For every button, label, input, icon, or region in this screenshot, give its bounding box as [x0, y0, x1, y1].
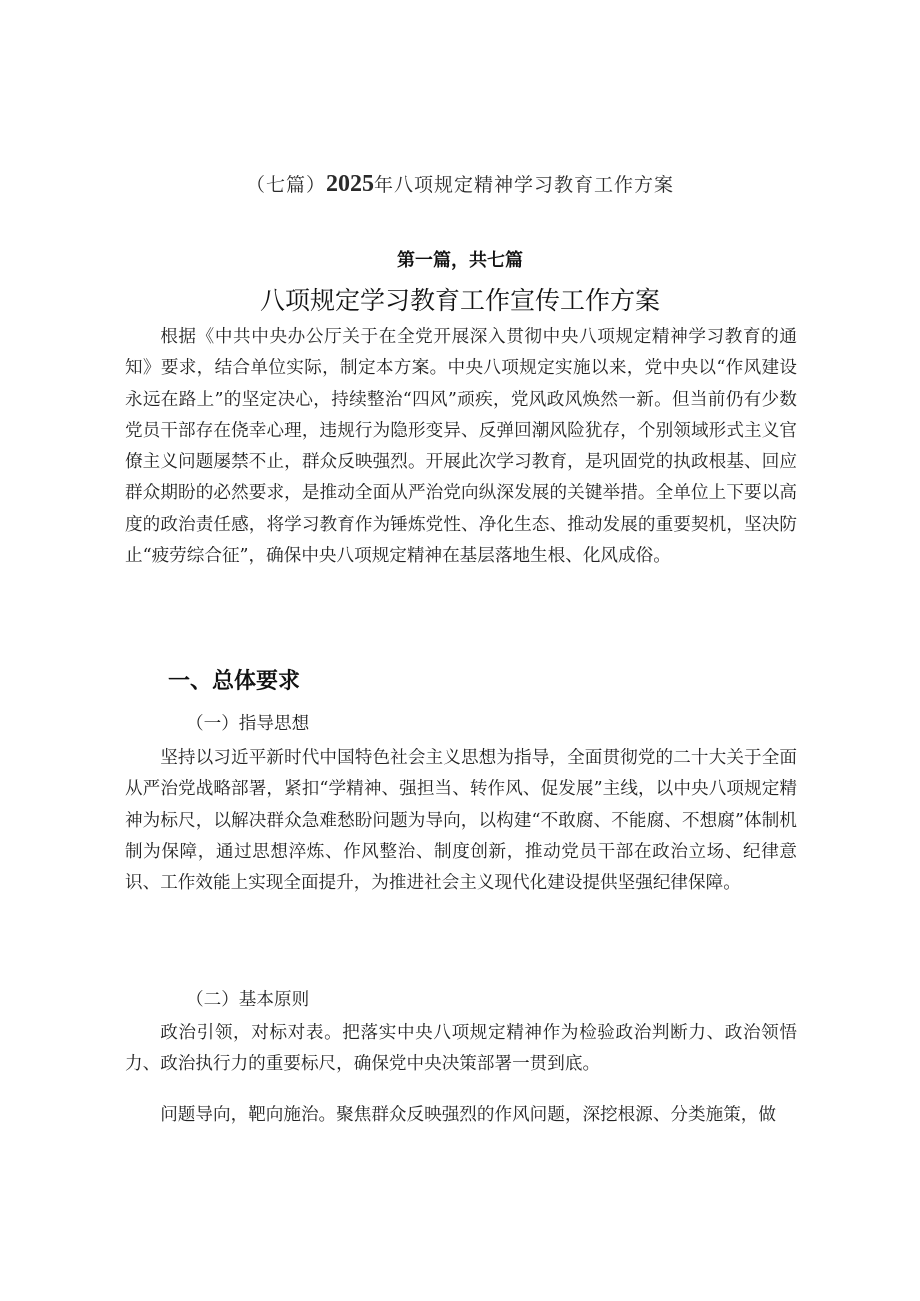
- part-label: 第一篇，共七篇: [397, 250, 523, 271]
- document-title: [0, 170, 920, 198]
- sub-heading-guiding-thought: （一）指导思想: [186, 714, 310, 734]
- title-prefix: （七篇）: [245, 174, 326, 196]
- principle-paragraph-1: 政治引领，对标对表。把落实中央八项规定精神作为检验政治判断力、政治领悟力、政治执行力的重要标尺，确保党中央决策部署一贯到底。: [125, 1023, 797, 1075]
- principle-paragraph-2: 问题导向，靶向施治。聚焦群众反映强烈的作风问题，深挖根源、分类施策，做: [160, 1105, 776, 1125]
- sub-heading-basic-principles: （二）基本原则: [186, 990, 310, 1010]
- title-year: 2025: [326, 171, 374, 197]
- guiding-paragraph: 坚持以习近平新时代中国特色社会主义思想为指导，全面贯彻党的二十大关于全面从严治党战略部署，紧扣“学精神、强担当、转作风、促发展”主线，以中央八项规定精神为标尺，以解决群众急难愁盼问题为导向，以构建“不敢腐、不能腐、不想腐”体制机制为保障，通过思想淬炼、作风整治、制度创新，推动党员干部在政治立场、纪律意识、工作效能上实现全面提升，为推进社会主义现代化建设提供坚强纪律保障。: [125, 748, 797, 894]
- intro-paragraph: 根据《中共中央办公厅关于在全党开展深入贯彻中央八项规定精神学习教育的通知》要求，结合单位实际，制定本方案。中央八项规定实施以来，党中央以“作风建设永远在路上”的坚定决心，持续整治“四风”顽疾，党风政风焕然一新。但当前仍有少数党员干部存在侥幸心理，违规行为隐形变异、反弹回潮风险犹存，个别领域形式主义官僚主义问题屡禁不止，群众反映强烈。开展此次学习教育，是巩固党的执政根基、回应群众期盼的必然要求，是推动全面从严治党向纵深发展的关键举措。全单位上下要以高度的政治责任感，将学习教育作为锤炼党性、净化生态、推动发展的重要契机，坚决防止“疲劳综合征”，确保中央八项规定精神在基层落地生根、化风成俗。: [125, 327, 797, 567]
- title-suffix: 年八项规定精神学习教育工作方案: [374, 174, 675, 196]
- heading-general-requirements: 一、总体要求: [168, 669, 301, 694]
- section-title: 八项规定学习教育工作宣传工作方案: [259, 286, 660, 315]
